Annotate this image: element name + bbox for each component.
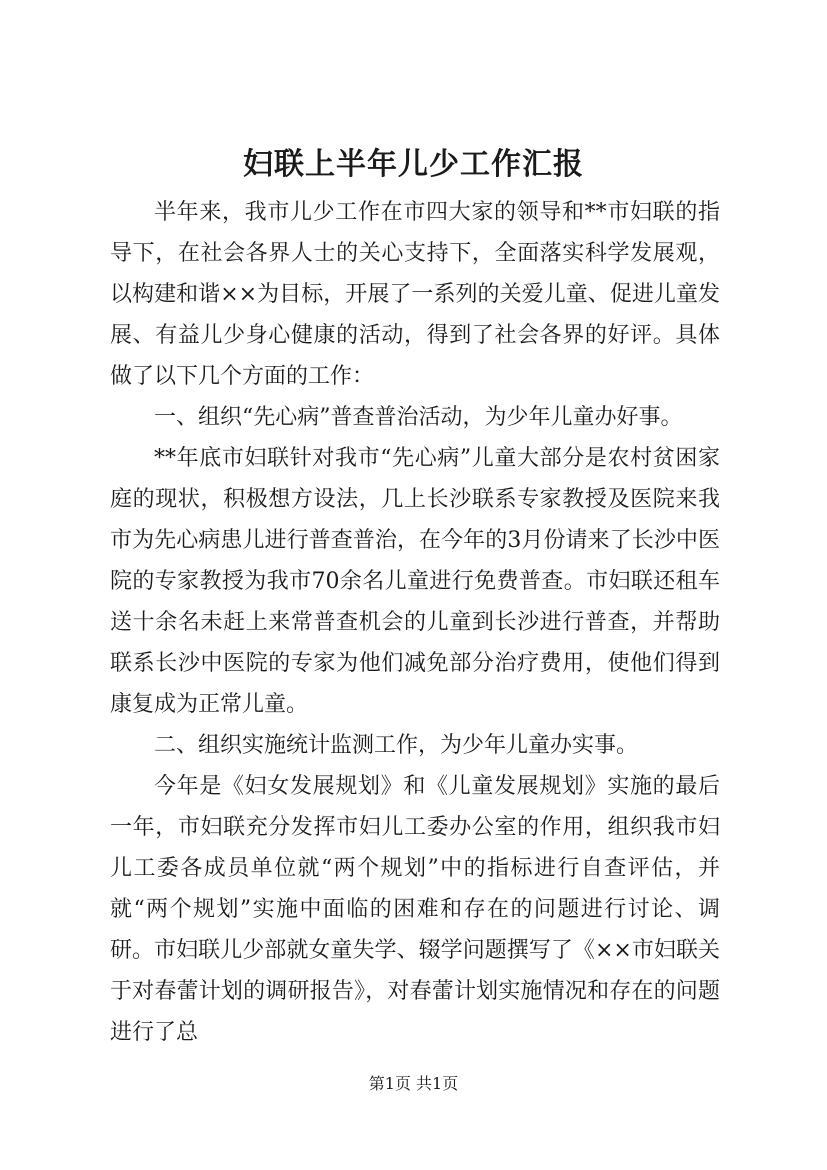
section-heading-2: 二、组织实施统计监测工作，为少年儿童办实事。: [154, 733, 639, 758]
section-heading-1: 一、组织“先心病”普查普治活动，为少年儿童办好事。: [154, 405, 683, 430]
paragraph-intro: 半年来，我市儿少工作在市四大家的领导和**市妇联的指导下，在社会各界人士的关心支持下，全面落实科学发展观，以构建和谐××为目标，开展了一系列的关爱儿童、促进儿童发展、有益儿少身心健康的活动，得到了社会各界的好评。具体做了以下几个方面的工作：: [110, 200, 720, 389]
page-footer: [0, 1072, 827, 1096]
document-body: [110, 192, 720, 1053]
page-number-label: 第1页 共1页: [368, 1074, 459, 1093]
paragraph-section-2: 今年是《妇女发展规划》和《儿童发展规划》实施的最后一年，市妇联充分发挥市妇儿工委办公室的作用，组织我市妇儿工委各成员单位就“两个规划”中的指标进行自查评估，并就“两个规划”实施中面临的困难和存在的问题进行讨论、调研。市妇联儿少部就女童失学、辍学问题撰写了《××市妇联关于对春蕾计划的调研报告》，对春蕾计划实施情况和存在的问题进行了总: [110, 774, 720, 1045]
document-title: 妇联上半年儿少工作汇报: [243, 147, 584, 182]
paragraph-section-1: **年底市妇联针对我市“先心病”儿童大部分是农村贫困家庭的现状，积极想方设法，几上长沙联系专家教授及医院来我市为先心病患儿进行普查普治，在今年的3月份请来了长沙中医院的专家教授为我市70余名儿童进行免费普查。市妇联还租车送十余名未赶上来常普查机会的儿童到长沙进行普查，并帮助联系长沙中医院的专家为他们减免部分治疗费用，使他们得到康复成为正常儿童。: [110, 446, 720, 717]
